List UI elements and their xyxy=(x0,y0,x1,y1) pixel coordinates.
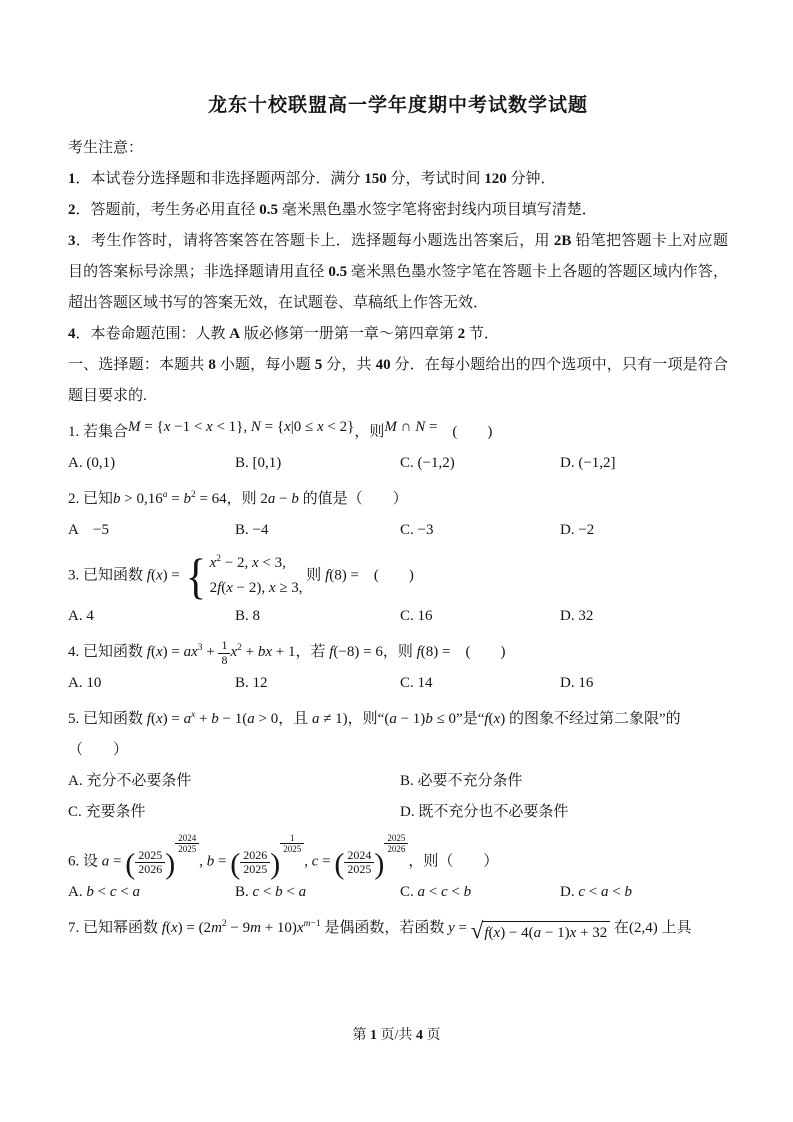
question-5 xyxy=(68,704,728,828)
option-c: C. 16 xyxy=(400,608,433,624)
notice-item-1: 1．本试卷分选择题和非选择题两部分．满分 150 分，考试时间 120 分钟． xyxy=(68,171,556,187)
option-d: D. 既不充分也不必要条件 xyxy=(400,804,569,820)
question-7-stem: 7. 已知幂函数 f(x) = (2m2 − 9m + 10)xm−1 是偶函数，若函数 y = √ f(x) − 4(a − 1)x + 32 在(2,4) 上具 xyxy=(68,918,692,944)
option-d: D. (−1,2] xyxy=(560,455,616,471)
option-b: B. 12 xyxy=(235,675,268,691)
section-heading: 一、选择题：本题共 8 小题，每小题 5 分，共 40 分．在每小题给出的四个选项中，只有一项是符合题目要求的. xyxy=(68,357,728,404)
option-d: D. c < a < b xyxy=(560,884,632,901)
option-a: A. b < c < a xyxy=(68,884,140,901)
page-footer: 第 1 页/共 4 页 xyxy=(352,1028,441,1043)
question-2-stem: 2. 已知b > 0,16a = b2 = 64，则 2a − b 的值是（ ） xyxy=(68,490,408,507)
notice-heading: 考生注意： xyxy=(68,140,144,156)
notice-item-3: 3．考生作答时，请将答案答在答题卡上．选择题每小题选出答案后，用 2B 铅笔把答题卡上对应题目的答案标号涂黑；非选择题请用直径 0.5 毫米黑色墨水签字笔在答题卡上各题的答题区域内作答，超出答题区域书写的答案无效，在试题卷、草稿纸上作答无效． xyxy=(68,233,728,311)
question-3 xyxy=(68,548,728,632)
question-2 xyxy=(68,484,728,546)
option-b: B. 8 xyxy=(235,608,261,624)
question-3-options xyxy=(68,601,728,632)
question-1 xyxy=(68,417,728,479)
option-d: D. 16 xyxy=(560,675,594,691)
notice-item-2: 2．答题前，考生务必用直径 0.5 毫米黑色墨水签字笔将密封线内项目填写清楚． xyxy=(68,202,597,218)
question-6 xyxy=(68,833,728,908)
question-1-stem: 1. 若集合M = {x −1 < x < 1}, N = {x|0 ≤ x < 2}，则M ∩ N = ( ) xyxy=(68,419,493,440)
page-title: 龙东十校联盟高一学年度期中考试数学试题 xyxy=(207,95,588,116)
question-5-options xyxy=(68,766,728,828)
question-6-stem: 6. 设 a = ( $\frac{2025}{2026}$ ) $\frac{2024}{2025}$ , b = ( $\frac{2026}{2025}$ ) $\frac{1}{2025}$ , c = ( $\frac{2024}{2025}$ ) $\frac{2025}{2026}$ ，则（ ） xyxy=(68,833,499,881)
question-5-answer-blank: （ ） xyxy=(68,742,129,758)
option-a: A −5 xyxy=(68,522,109,538)
question-4-options xyxy=(68,668,728,699)
option-c: C. (−1,2) xyxy=(400,455,455,471)
option-c: C. 14 xyxy=(400,675,433,691)
notice-item-4: 4．本卷命题范围：人教 A 版必修第一册第一章～第四章第 2 节． xyxy=(68,326,499,342)
option-a: A. (0,1) xyxy=(68,455,116,471)
option-d: D. 32 xyxy=(560,608,594,624)
question-6-options xyxy=(68,877,728,908)
question-5-stem: 5. 已知函数 f(x) = ax + b − 1(a > 0，且 a ≠ 1)，则“(a − 1)b ≤ 0”是“f(x) 的图象不经过第二象限”的 xyxy=(68,710,681,727)
option-c: C. a < c < b xyxy=(400,884,472,901)
question-7 xyxy=(68,913,728,944)
option-b: B. 必要不充分条件 xyxy=(400,773,523,789)
question-2-options xyxy=(68,515,728,546)
question-4-stem: 4. 已知函数 f(x) = ax3 + $\frac{1}{8}$ x2 + bx + 1，若 f(−8) = 6，则 f(8) = ( ) xyxy=(68,638,506,667)
option-b: B. [0,1) xyxy=(235,455,282,471)
page-content xyxy=(68,90,728,944)
option-c: C. 充要条件 xyxy=(68,804,146,820)
option-b: B. c < b < a xyxy=(235,884,307,901)
question-4 xyxy=(68,637,728,699)
option-a: A. 充分不必要条件 xyxy=(68,773,192,789)
option-c: C. −3 xyxy=(400,522,434,538)
option-a: A. 4 xyxy=(68,608,94,624)
question-3-stem: 3. 已知函数 f(x) = { x2 − 2, x < 3, 2f(x − 2), x ≥ 3, 则 f(8) = ( ) xyxy=(68,548,414,604)
option-d: D. −2 xyxy=(560,522,595,538)
option-a: A. 10 xyxy=(68,675,102,691)
option-b: B. −4 xyxy=(235,522,269,538)
question-1-options xyxy=(68,448,728,479)
